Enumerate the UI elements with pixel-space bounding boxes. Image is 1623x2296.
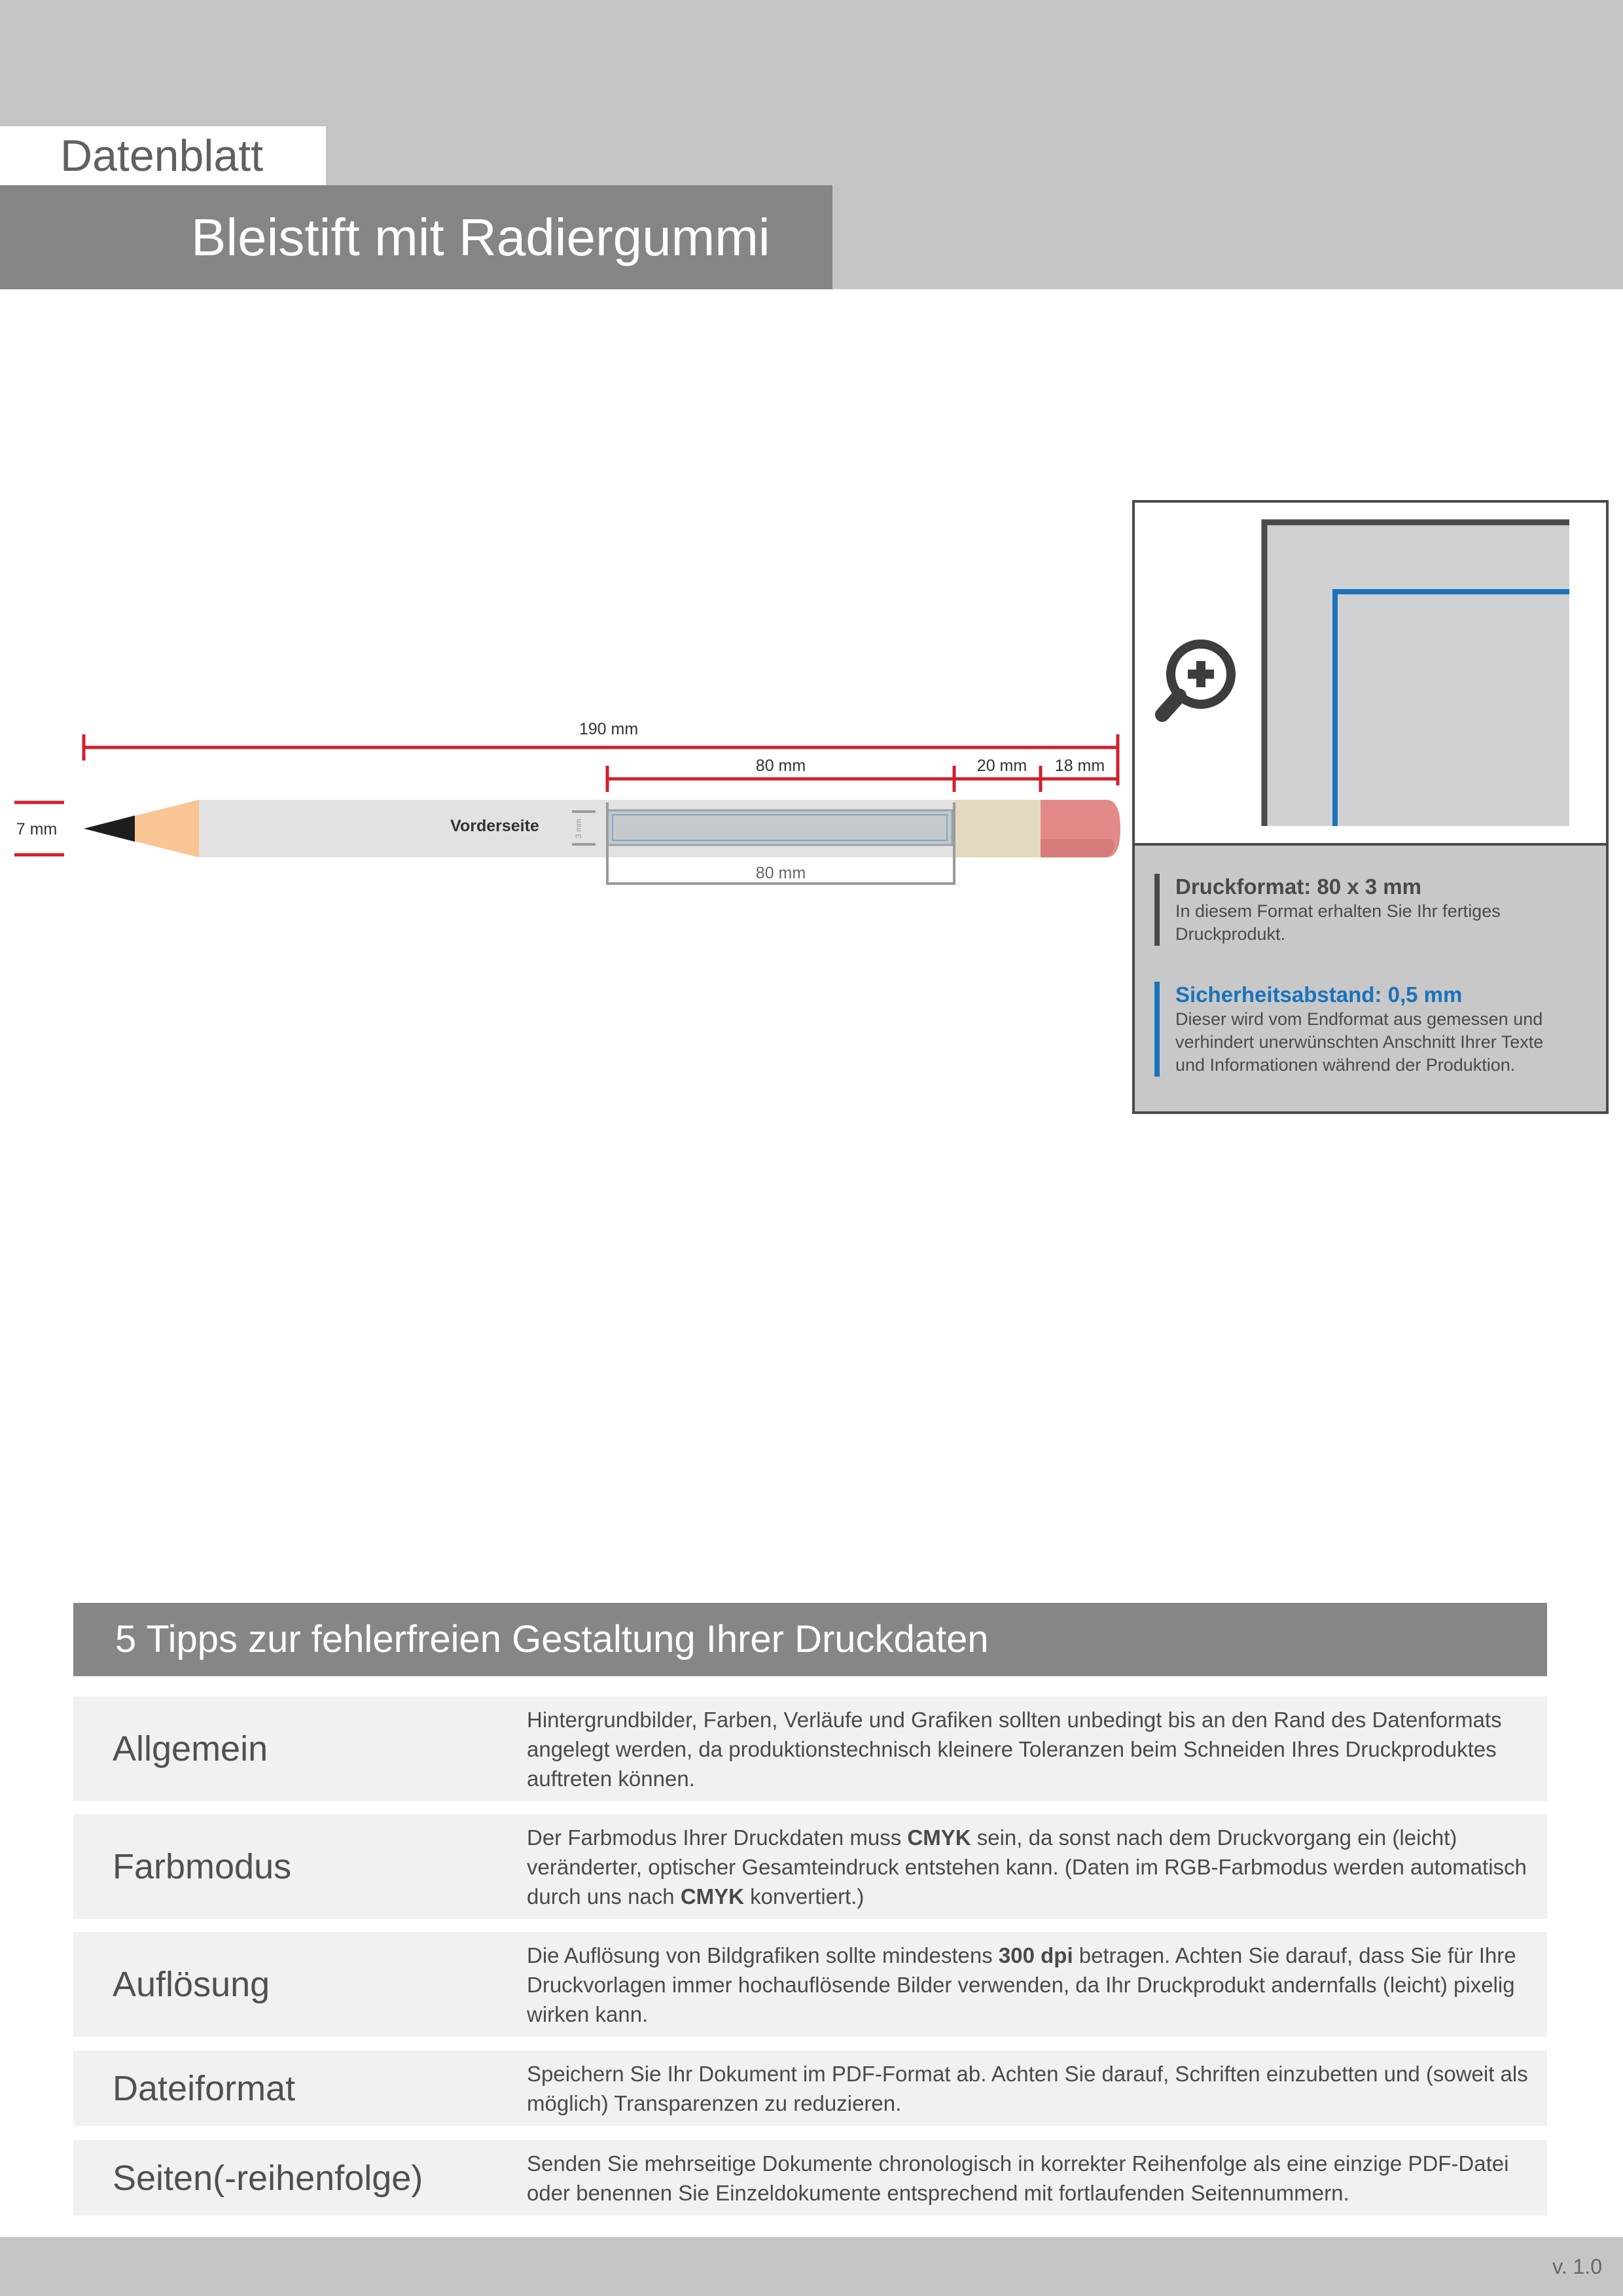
tip-row-allgemein [73, 1696, 1547, 1801]
dim-ferrule-label: 20 mm [976, 757, 1027, 775]
legend-safety-margin-line2: verhindert unerwünschten Anschnitt Ihrer Texte [1175, 1032, 1544, 1052]
dim-print-label: 80 mm [755, 757, 806, 775]
dim-print-height-label: 3 mm [574, 819, 583, 838]
legend-print-format-title: Druckformat: 80 x 3 mm [1175, 874, 1421, 899]
document-label: Datenblatt [60, 131, 263, 181]
tip-text: Der Farbmodus Ihrer Druckdaten muss CMYK sein, da sonst nach dem Druckvorgang ein (leicht) veränderter, optischer Gesamteindruck entstehen kann. (Daten im RGB-Farbmodus werden automatisch durch uns nach CMYK konvertiert.) [527, 1825, 1527, 1909]
legend-safety-margin-line3: und Informationen während der Produktion. [1175, 1055, 1516, 1075]
tip-row-dateiformat [73, 2051, 1547, 2126]
legend-safety-margin [1154, 982, 1601, 1077]
tip-row-seiten [73, 2140, 1547, 2215]
tip-label: Seiten(-reihenfolge) [113, 2158, 423, 2198]
dim-height-label: 7 mm [16, 820, 58, 838]
tips-title: 5 Tipps zur fehlerfreien Gestaltung Ihrer Druckdaten [115, 1618, 989, 1660]
page-title: Bleistift mit Radiergummi [191, 208, 770, 266]
pencil [84, 800, 1120, 857]
zoom-detail-area [1262, 521, 1569, 826]
tip-text: Hintergrundbilder, Farben, Verläufe und Grafiken sollten unbedingt bis an den Rand des Datenformats angelegt werden, da produktionstechnisch kleinere Toleranzen beim Schneiden Ihres Druckproduktes auftreten können. [527, 1707, 1502, 1791]
pencil-ferrule [954, 800, 1041, 857]
legend-print-format-line2: Druckprodukt. [1175, 924, 1286, 944]
legend-safety-margin-line1: Dieser wird vom Endformat aus gemessen und [1175, 1009, 1543, 1029]
tip-text: Senden Sie mehrseitige Dokumente chronologisch in korrekter Reihenfolge als eine einzige PDF-Datei oder benennen Sie Einzeldokumente entsprechend mit fortlaufenden Seitennummern. [527, 2151, 1509, 2205]
tip-text: Die Auflösung von Bildgrafiken sollte mindestens 300 dpi betragen. Achten Sie darauf, dass Sie für Ihre Druckvorlagen immer hochauflösende Bilder verwenden, da Ihr Druckprodukt andernfalls (leicht) pixelig wirken kann. [527, 1943, 1516, 2026]
legend-safety-margin-title: Sicherheitsabstand: 0,5 mm [1175, 982, 1463, 1007]
tip-label: Allgemein [113, 1729, 268, 1768]
tip-text: Speichern Sie Ihr Dokument im PDF-Format ab. Achten Sie darauf, Schriften einzubetten und (soweit als möglich) Transparenzen zu reduzieren. [527, 2061, 1528, 2115]
dim-total-label: 190 mm [579, 720, 639, 738]
legend-print-format-line1: In diesem Format erhalten Sie Ihr fertiges [1175, 901, 1501, 921]
zoom-legend [1132, 844, 1609, 1113]
tip-row-aufloesung [73, 1932, 1547, 2037]
tip-label: Dateiformat [113, 2068, 296, 2108]
pencil-eraser-shade [1041, 839, 1114, 857]
legend-print-format [1154, 874, 1601, 946]
dim-print-bottom-label: 80 mm [755, 864, 806, 882]
side-label: Vorderseite [450, 817, 539, 835]
version-label: v. 1.0 [1552, 2255, 1602, 2278]
pencil-lead [84, 816, 135, 842]
tip-label: Farbmodus [113, 1847, 292, 1886]
footer-band [0, 2237, 1623, 2296]
tip-row-farbmodus [73, 1814, 1547, 1919]
dim-eraser-label: 18 mm [1054, 757, 1105, 775]
tip-label: Auflösung [113, 1965, 270, 2004]
